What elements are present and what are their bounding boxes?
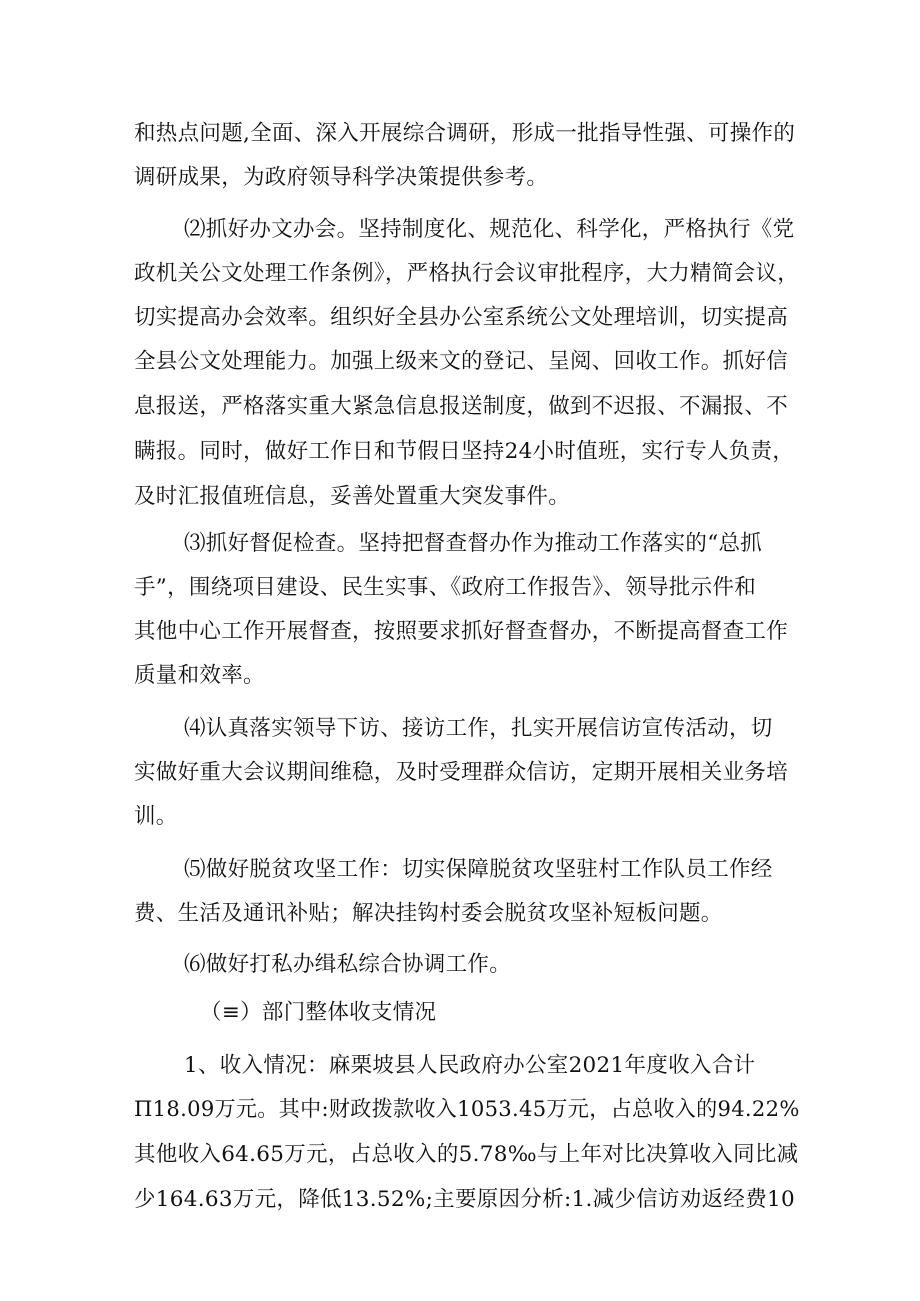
text-line: ⑶抓好督促检查。坚持把督查督办作为推动工作落实的“总抓 [184,531,763,556]
text-line: 实做好重大会议期间维稳，及时受理群众信访，定期开展相关业务培 [134,760,789,785]
text-line: 少164.63万元，降低13.52%;主要原因分析:1.减少信访劝返经费10 [134,1187,795,1212]
text-line: 和热点问题,全面、深入开展综合调研，形成一批指导性强、可操作的 [134,121,796,146]
text-line: 1、收入情况：麻栗坡县人民政府办公室2021年度收入合计 [184,1053,756,1078]
text-line: ⑵抓好办文办会。坚持制度化、规范化、科学化，严格执行《党 [184,217,795,242]
text-line: ⑸做好脱贫攻坚工作：切实保障脱贫攻坚驻村工作队员工作经 [184,857,773,882]
text-line: 手”，围绕项目建设、民生实事、《政府工作报告》、领导批示件和 [134,575,756,600]
text-line: 全县公文处理能力。加强上级来文的登记、呈阅、回收工作。抓好信 [134,349,789,374]
text-line: 及时汇报值班信息，妥善处置重大突发事件。 [134,484,571,509]
text-line: 调研成果，为政府领导科学决策提供参考。 [134,165,549,190]
text-line: ⑷认真落实领导下访、接访工作，扎实开展信访宣传活动，切 [184,716,773,741]
section-heading: （≡）部门整体收支情况 [200,1000,437,1025]
text-line: 其他收入64.65万元，占总收入的5.78‰与上年对比决算收入同比减 [134,1142,799,1167]
text-line: 其他中心工作开展督查，按照要求抓好督查督办，不断提高督查工作 [134,619,789,644]
text-line: 训。 [134,804,178,829]
text-line: 息报送，严格落实重大紧急信息报送制度，做到不迟报、不漏报、不 [134,394,789,419]
text-line: 切实提高办会效率。组织好全县办公室系统公文处理培训，切实提高 [134,305,789,330]
text-line: 瞒报。同时，做好工作日和节假日坚持24小时值班，实行专人负责， [134,439,795,464]
text-line: ⑹做好打私办缉私综合协调工作。 [184,952,512,977]
text-line: 费、生活及通讯补贴；解决挂钩村委会脱贫攻坚补短板问题。 [134,901,723,926]
text-line: 质量和效率。 [134,663,265,688]
text-line: Π18.09万元。其中:财政拨款收入1053.45万元，占总收入的94.22% [134,1097,800,1122]
text-line: 政机关公文处理工作条例》，严格执行会议审批程序，大力精简会议， [134,261,800,286]
